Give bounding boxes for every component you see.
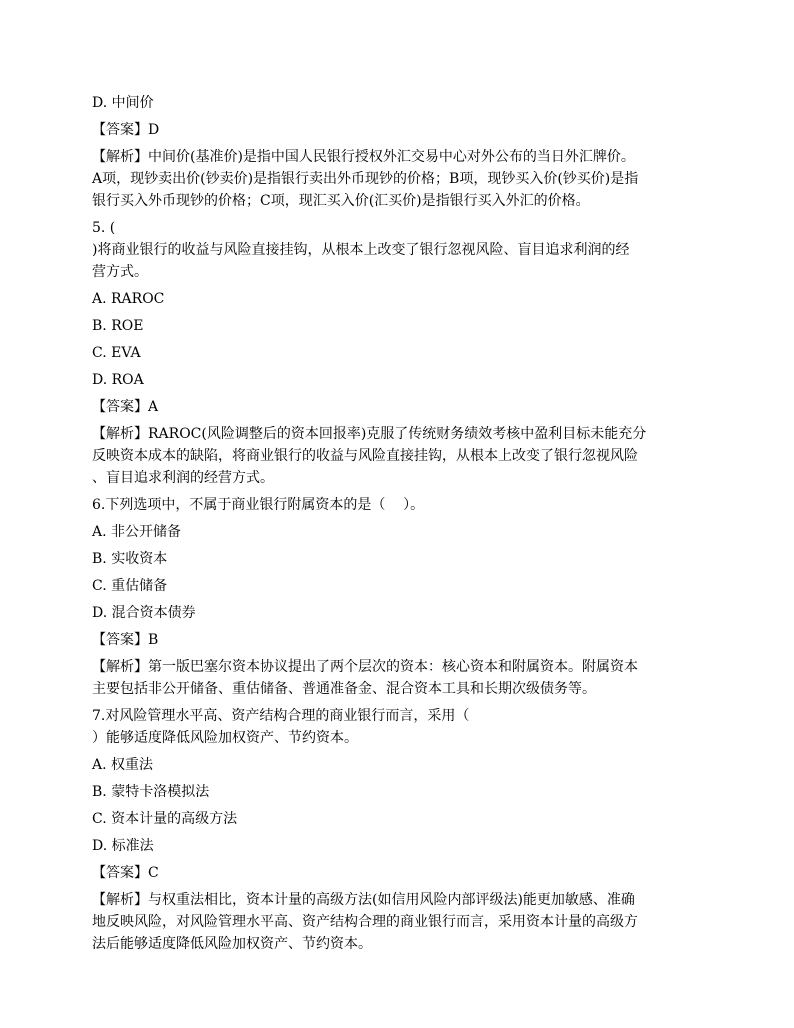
q6-analysis (92, 656, 704, 700)
q6-analysis-line: 【解析】第一版巴塞尔资本协议提出了两个层次的资本：核心资本和附属资本。附属资本 (92, 659, 638, 675)
q7-stem (92, 705, 704, 749)
q4-analysis (92, 146, 704, 212)
q6-stem-line: 6.下列选项中，不属于商业银行附属资本的是（ ）。 (92, 497, 425, 513)
q5-analysis-line: 反映资本成本的缺陷，将商业银行的收益与风险直接挂钩，从根本上改变了银行忽视风险 (92, 448, 638, 464)
q7-answer: 【答案】C (92, 865, 159, 881)
q4-answer: 【答案】D (92, 122, 160, 138)
q5-analysis-line: 【解析】RAROC(风险调整后的资本回报率)克服了传统财务绩效考核中盈利目标未能充分 (92, 426, 647, 442)
q6-answer: 【答案】B (92, 632, 159, 648)
q7-analysis-line: 法后能够适度降低风险加权资产、节约资本。 (92, 936, 372, 952)
q7-option-c: C. 资本计量的高级方法 (92, 811, 238, 827)
q5-stem-line: )将商业银行的收益与风险直接挂钩，从根本上改变了银行忽视风险、盲目追求利润的经 (92, 242, 630, 258)
q5-stem (92, 217, 704, 283)
q6-option-c: C. 重估储备 (92, 578, 168, 594)
q5-option-b: B. ROE (92, 318, 144, 334)
q5-analysis-line: 、盲目追求利润的经营方式。 (92, 470, 274, 486)
q7-stem-line: 7.对风险管理水平高、资产结构合理的商业银行而言，采用（ (92, 708, 470, 724)
q5-stem-line: 营方式。 (92, 264, 148, 280)
q5-stem-line: 5. ( (92, 220, 116, 236)
q4-analysis-line: 【解析】中间价(基准价)是指中国人民银行授权外汇交易中心对外公布的当日外汇牌价。 (92, 149, 635, 165)
q6-stem (92, 494, 704, 516)
q5-analysis (92, 423, 704, 489)
q7-analysis-line: 【解析】与权重法相比，资本计量的高级方法(如信用风险内部评级法)能更加敏感、准确 (92, 892, 635, 908)
q7-option-d: D. 标准法 (92, 838, 154, 854)
q6-option-d: D. 混合资本债券 (92, 605, 196, 621)
q4-analysis-line: 银行买入外币现钞的价格；C项，现汇买入价(汇买价)是指银行买入外汇的价格。 (92, 193, 590, 209)
q5-answer: 【答案】A (92, 399, 159, 415)
document-page (92, 90, 704, 960)
q6-option-a: A. 非公开储备 (92, 524, 182, 540)
q7-stem-line: ）能够适度降低风险加权资产、节约资本。 (92, 730, 358, 746)
q5-option-a: A. RAROC (92, 291, 165, 307)
q5-option-c: C. EVA (92, 345, 141, 361)
q7-option-a: A. 权重法 (92, 757, 154, 773)
q4-analysis-line: A项，现钞卖出价(钞卖价)是指银行卖出外币现钞的价格；B项，现钞买入价(钞买价)是指 (92, 171, 639, 187)
q5-option-d: D. ROA (92, 372, 144, 388)
q4-option-d: D. 中间价 (92, 95, 154, 111)
q6-analysis-line: 主要包括非公开储备、重估储备、普通准备金、混合资本工具和长期次级债务等。 (92, 681, 596, 697)
q7-option-b: B. 蒙特卡洛模拟法 (92, 784, 210, 800)
q7-analysis-line: 地反映风险，对风险管理水平高、资产结构合理的商业银行而言，采用资本计量的高级方 (92, 914, 638, 930)
q7-analysis (92, 889, 704, 955)
q6-option-b: B. 实收资本 (92, 551, 168, 567)
